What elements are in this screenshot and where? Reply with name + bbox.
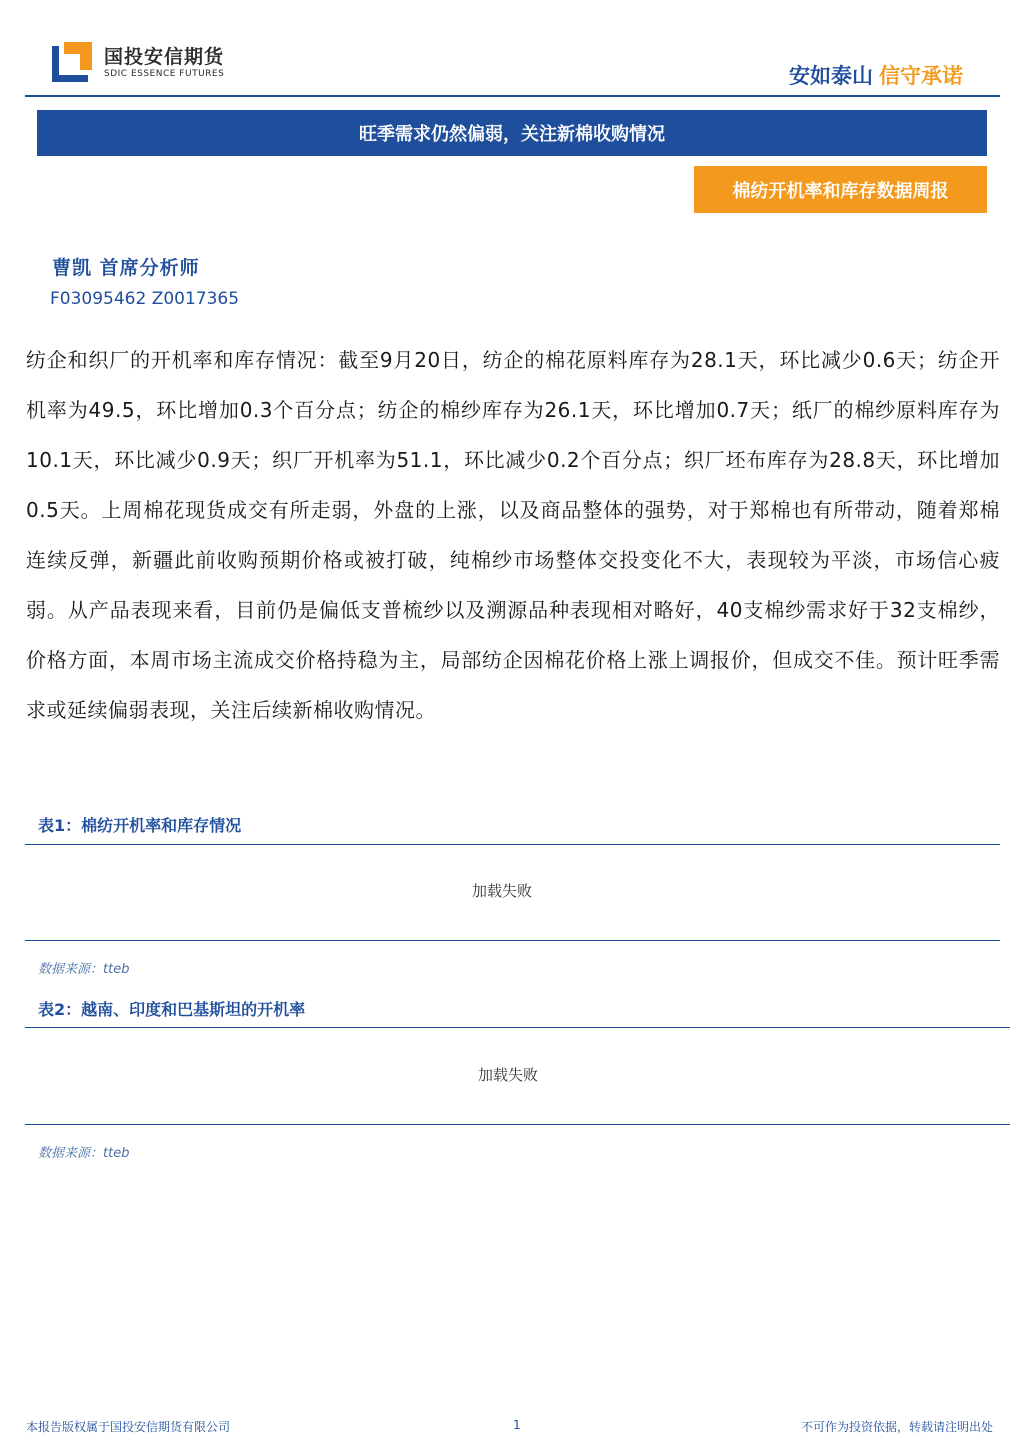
- footer-disclaimer: 不可作为投资依据，转载请注明出处: [800, 1420, 993, 1434]
- logo-mark-icon: [52, 42, 94, 84]
- table2-bottom-rule: [25, 1124, 1010, 1125]
- table2-title: 表2：越南、印度和巴基斯坦的开机率: [38, 1000, 306, 1019]
- report-title: 旺季需求仍然偏弱，关注新棉收购情况: [37, 110, 987, 156]
- table2-top-rule: [25, 1027, 1010, 1028]
- analyst-name: 曹凯 首席分析师: [52, 257, 200, 279]
- footer-copyright: 本报告版权属于国投安信期货有限公司: [26, 1420, 231, 1434]
- footer-page-number: 1: [513, 1418, 521, 1432]
- table1-load-status: 加载失败: [472, 882, 533, 900]
- table2-source: 数据来源：tteb: [38, 1146, 130, 1161]
- slogan: [789, 60, 963, 90]
- table1-bottom-rule: [25, 940, 1000, 941]
- table1-top-rule: [25, 844, 1000, 845]
- company-logo: [52, 40, 224, 86]
- slogan-part1: 安如泰山: [789, 64, 873, 88]
- logo-name-en: SDIC ESSENCE FUTURES: [104, 69, 225, 79]
- report-tag: 棉纺开机率和库存数据周报: [694, 166, 987, 213]
- slogan-part2: 信守承诺: [879, 64, 963, 88]
- header-divider: [25, 95, 1000, 97]
- table1-title: 表1：棉纺开机率和库存情况: [38, 816, 242, 835]
- analyst-license-ids: F03095462 Z0017365: [50, 289, 240, 309]
- body-paragraph: 纺企和织厂的开机率和库存情况：截至9月20日，纺企的棉花原料库存为28.1天，环比减少0.6天；纺企开机率为49.5，环比增加0.3个百分点；纺企的棉纱库存为26.1天，环比增加0.7天；纸厂的棉纱原料库存为10.1天，环比减少0.9天；织厂开机率为51.1，环比减少0.2个百分点；织厂坯布库存为28.8天，环比增加0.5天。上周棉花现货成交有所走弱，外盘的上涨，以及商品整体的强势，对于郑棉也有所带动，随着郑棉连续反弹，新疆此前收购预期价格或被打破，纯棉纱市场整体交投变化不大，表现较为平淡，市场信心疲弱。从产品表现来看，目前仍是偏低支普梳纱以及溯源品种表现相对略好，40支棉纱需求好于32支棉纱，价格方面，本周市场主流成交价格持稳为主，局部纺企因棉花价格上涨上调报价，但成交不佳。预计旺季需求或延续偏弱表现，关注后续新棉收购情况。: [26, 348, 1000, 722]
- logo-name-cn: 国投安信期货: [104, 46, 225, 68]
- table1-source: 数据来源：tteb: [38, 962, 130, 977]
- table2-load-status: 加载失败: [478, 1066, 539, 1084]
